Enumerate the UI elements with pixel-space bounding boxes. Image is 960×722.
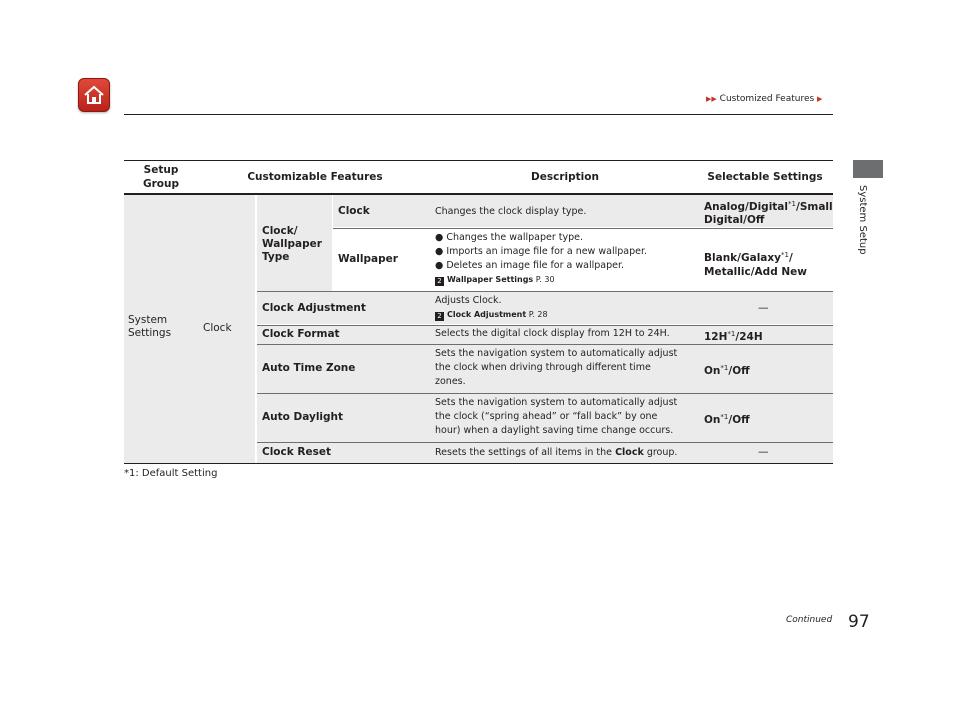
option-analog: Analog	[704, 201, 746, 213]
desc-auto-time-zone: Sets the navigation system to automatically adjust the clock when driving through different time zones.	[435, 348, 678, 387]
breadcrumb[interactable]	[706, 94, 822, 104]
option-off: Off	[746, 214, 765, 226]
default-marker: *1	[788, 200, 796, 208]
feature-auto-time-zone: Auto Time Zone	[262, 362, 356, 374]
bullet-item: ● Changes the wallpaper type.	[435, 232, 584, 243]
option-blank: Blank	[704, 252, 738, 264]
bullet-item: ● Imports an image file for a new wallpaper.	[435, 246, 647, 257]
breadcrumb-label: Customized Features	[719, 94, 815, 104]
clock-adjustment-link[interactable]: 2 Clock Adjustment P. 28	[435, 310, 548, 319]
header-description: Description	[531, 171, 599, 183]
option-galaxy: Galaxy	[741, 252, 782, 264]
clock-wallpaper-type-label: Clock/ Wallpaper Type	[262, 225, 322, 263]
option-24h: 24H	[739, 331, 763, 343]
settings-clock: Analog/Digital$^{*1}$/Small Digital/Off	[704, 200, 833, 226]
option-add-new: Add New	[754, 266, 807, 278]
triangle-icon: ▶▶	[706, 95, 717, 103]
table-top-rule	[124, 160, 833, 161]
subgroup-label: Clock	[203, 322, 232, 334]
settings-clock-reset: —	[758, 446, 769, 458]
option-on: On	[704, 414, 721, 426]
row-divider	[333, 228, 833, 229]
feature-auto-daylight: Auto Daylight	[262, 411, 344, 423]
feature-clock-reset: Clock Reset	[262, 446, 331, 458]
settings-auto-time-zone: On$^{*1}$/Off	[704, 364, 750, 377]
desc-clock: Changes the clock display type.	[435, 206, 587, 217]
default-marker: *1	[720, 413, 729, 421]
settings-auto-daylight: On$^{*1}$/Off	[704, 413, 750, 426]
section-tab	[853, 160, 883, 178]
feature-wallpaper: Wallpaper	[338, 253, 398, 265]
feature-clock: Clock	[338, 205, 370, 217]
settings-clock-adjustment: —	[758, 302, 769, 314]
feature-clock-format: Clock Format	[262, 328, 340, 340]
wallpaper-settings-link[interactable]: 2 Wallpaper Settings P. 30	[435, 275, 555, 284]
desc-wallpaper	[435, 231, 700, 287]
desc-clock-format: Selects the digital clock display from 12H to 24H.	[435, 328, 670, 339]
triangle-icon: ▶	[817, 95, 823, 103]
home-button[interactable]	[78, 78, 110, 112]
header-selectable-settings: Selectable Settings	[707, 171, 823, 183]
desc-clock-reset: Resets the settings of all items in the Clock group.	[435, 447, 678, 458]
desc-auto-daylight: Sets the navigation system to automatically adjust the clock (“spring ahead” or “fall back” by one hour) when a daylight saving time change occurs.	[435, 397, 678, 436]
continued-label: Continued	[786, 615, 833, 625]
footnote: *1: Default Setting	[124, 468, 218, 479]
side-section-label: System Setup	[857, 185, 868, 255]
bullet-item: ● Deletes an image file for a wallpaper.	[435, 260, 625, 271]
home-icon	[83, 84, 105, 106]
page-number: 97	[848, 612, 870, 632]
reference-arrow-icon: 2	[435, 312, 444, 321]
table-bottom-rule	[124, 463, 833, 464]
header-divider	[124, 114, 833, 115]
desc-clock-adjustment: Adjusts Clock. 2 Clock Adjustment P. 28	[435, 295, 548, 320]
reference-arrow-icon: 2	[435, 277, 444, 286]
option-digital: Digital	[748, 201, 788, 213]
option-12h: 12H	[704, 331, 728, 343]
group-label: System Settings	[128, 314, 172, 339]
option-on: On	[704, 365, 721, 377]
default-marker: *1	[781, 251, 789, 259]
header-customizable-features: Customizable Features	[247, 171, 383, 183]
default-marker: *1	[720, 364, 729, 372]
option-off: Off	[732, 365, 750, 377]
default-marker: *1	[727, 330, 736, 338]
option-off: Off	[732, 414, 750, 426]
option-metallic: Metallic	[704, 266, 751, 278]
feature-clock-adjustment: Clock Adjustment	[262, 302, 366, 314]
settings-wallpaper: Blank/Galaxy$^{*1}$/ Metallic/Add New	[704, 251, 807, 278]
settings-clock-format: $12H^{*1}/24H$	[704, 330, 763, 343]
header-setup-group: Setup Group	[142, 164, 179, 190]
option-small-digital: Small Digital	[704, 201, 833, 226]
